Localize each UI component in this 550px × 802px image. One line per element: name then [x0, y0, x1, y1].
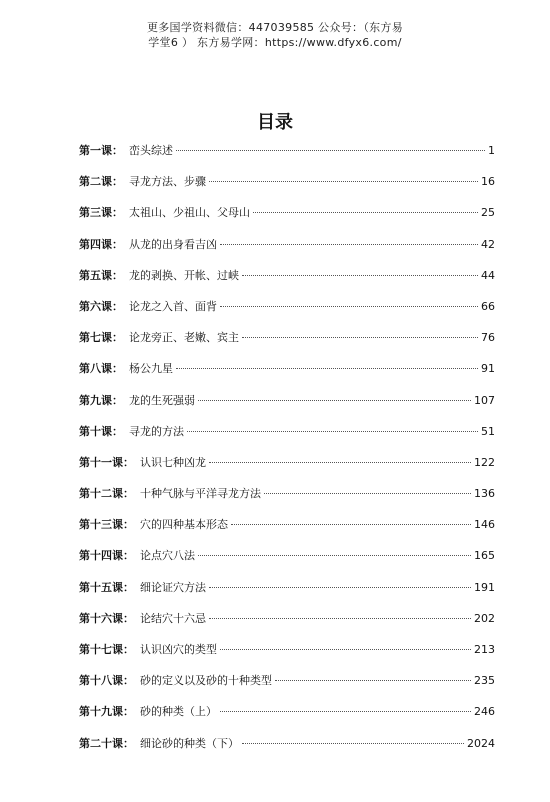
toc-topic-title: 论结穴十六忌	[140, 611, 206, 625]
toc-topic-title: 穴的四种基本形态	[140, 518, 228, 532]
toc-page-number: 202	[474, 611, 495, 625]
toc-entry[interactable]	[79, 516, 495, 547]
page-title: 目录	[257, 112, 293, 133]
page-header	[0, 20, 550, 50]
toc-entry[interactable]	[79, 360, 495, 391]
toc-entry[interactable]	[79, 672, 495, 703]
toc-entry[interactable]	[79, 454, 495, 485]
toc-page-number: 246	[474, 705, 495, 719]
toc-page-number: 165	[474, 549, 495, 563]
toc-dot-leader	[198, 400, 471, 401]
toc-dot-leader	[275, 680, 471, 681]
toc-lesson-number: 第二课：	[79, 175, 123, 189]
toc-topic-title: 论龙旁正、老嫩、宾主	[129, 331, 239, 345]
toc-lesson-number: 第十三课：	[79, 518, 134, 532]
toc-topic-title: 杨公九星	[129, 362, 173, 376]
toc-lesson-number: 第十课：	[79, 424, 123, 438]
toc-dot-leader	[187, 431, 478, 432]
toc-dot-leader	[220, 306, 478, 307]
toc-entry[interactable]	[79, 204, 495, 235]
table-of-contents	[79, 142, 495, 766]
toc-lesson-number: 第十八课：	[79, 674, 134, 688]
toc-lesson-number: 第九课：	[79, 393, 123, 407]
toc-entry[interactable]	[79, 703, 495, 734]
toc-entry[interactable]	[79, 423, 495, 454]
toc-lesson-number: 第十四课：	[79, 549, 134, 563]
toc-topic-title: 龙的剥换、开帐、过峡	[129, 268, 239, 282]
toc-dot-leader	[209, 587, 471, 588]
toc-topic-title: 论点穴八法	[140, 549, 195, 563]
toc-entry[interactable]	[79, 267, 495, 298]
toc-entry[interactable]	[79, 735, 495, 766]
toc-dot-leader	[220, 244, 478, 245]
toc-entry[interactable]	[79, 641, 495, 672]
toc-page-number: 76	[481, 331, 495, 345]
toc-page-number: 2024	[467, 736, 495, 750]
toc-page-number: 66	[481, 299, 495, 313]
toc-dot-leader	[176, 150, 485, 151]
toc-topic-title: 龙的生死强弱	[129, 393, 195, 407]
toc-topic-title: 砂的定义以及砂的十种类型	[140, 674, 272, 688]
toc-lesson-number: 第五课：	[79, 268, 123, 282]
toc-page-number: 44	[481, 268, 495, 282]
toc-entry[interactable]	[79, 236, 495, 267]
toc-topic-title: 论龙之入首、面背	[129, 299, 217, 313]
toc-topic-title: 细论砂的种类（下）	[140, 736, 239, 750]
toc-dot-leader	[231, 524, 471, 525]
toc-entry[interactable]	[79, 298, 495, 329]
toc-page-number: 107	[474, 393, 495, 407]
toc-page-number: 191	[474, 580, 495, 594]
toc-page-number: 122	[474, 455, 495, 469]
toc-page-number: 91	[481, 362, 495, 376]
toc-dot-leader	[220, 649, 471, 650]
toc-lesson-number: 第十七课：	[79, 643, 134, 656]
toc-entry[interactable]	[79, 392, 495, 423]
header-line-1: 更多国学资料微信：447039585 公众号：（东方易	[146, 21, 404, 34]
toc-topic-title: 十种气脉与平洋寻龙方法	[140, 487, 261, 501]
toc-lesson-number: 第七课：	[79, 331, 123, 345]
toc-entry[interactable]	[79, 610, 495, 641]
toc-lesson-number: 第十五课：	[79, 580, 134, 594]
toc-page-number: 136	[474, 487, 495, 501]
toc-topic-title: 砂的种类（上）	[140, 705, 217, 719]
toc-topic-title: 寻龙方法、步骤	[129, 175, 206, 189]
toc-topic-title: 太祖山、少祖山、父母山	[129, 206, 250, 220]
toc-dot-leader	[176, 368, 478, 369]
toc-lesson-number: 第二十课：	[79, 736, 134, 750]
toc-page-number: 51	[481, 424, 495, 438]
toc-page-number: 25	[481, 206, 495, 220]
toc-topic-title: 从龙的出身看吉凶	[129, 237, 217, 251]
toc-lesson-number: 第十六课：	[79, 611, 134, 625]
toc-dot-leader	[198, 555, 471, 556]
toc-page-number: 146	[474, 518, 495, 532]
toc-topic-title: 峦头综述	[129, 144, 173, 157]
toc-topic-title: 认识凶穴的类型	[140, 643, 217, 656]
toc-dot-leader	[209, 462, 471, 463]
toc-topic-title: 认识七种凶龙	[140, 455, 206, 469]
toc-page-number: 1	[488, 144, 495, 157]
toc-entry[interactable]	[79, 547, 495, 578]
toc-page-number: 16	[481, 175, 495, 189]
toc-page-number: 42	[481, 237, 495, 251]
toc-lesson-number: 第一课：	[79, 144, 123, 157]
toc-topic-title: 寻龙的方法	[129, 424, 184, 438]
toc-topic-title: 细论证穴方法	[140, 580, 206, 594]
toc-entry[interactable]	[79, 329, 495, 360]
toc-lesson-number: 第十二课：	[79, 487, 134, 501]
header-line-2: 学堂6 ） 东方易学网：https://www.dfyx6.com/	[148, 36, 402, 49]
toc-lesson-number: 第三课：	[79, 206, 123, 220]
toc-dot-leader	[253, 212, 478, 213]
toc-entry[interactable]	[79, 579, 495, 610]
toc-dot-leader	[242, 743, 464, 744]
toc-page-number: 235	[474, 674, 495, 688]
toc-dot-leader	[242, 275, 478, 276]
toc-lesson-number: 第十九课：	[79, 705, 134, 719]
toc-dot-leader	[220, 711, 471, 712]
toc-entry[interactable]	[79, 173, 495, 204]
toc-dot-leader	[264, 493, 471, 494]
toc-entry[interactable]	[79, 142, 495, 173]
toc-lesson-number: 第四课：	[79, 237, 123, 251]
toc-page-number: 213	[474, 643, 495, 656]
toc-dot-leader	[242, 337, 478, 338]
toc-lesson-number: 第八课：	[79, 362, 123, 376]
toc-dot-leader	[209, 618, 471, 619]
toc-dot-leader	[209, 181, 478, 182]
toc-entry[interactable]	[79, 485, 495, 516]
toc-lesson-number: 第六课：	[79, 299, 123, 313]
toc-lesson-number: 第十一课：	[79, 455, 134, 469]
